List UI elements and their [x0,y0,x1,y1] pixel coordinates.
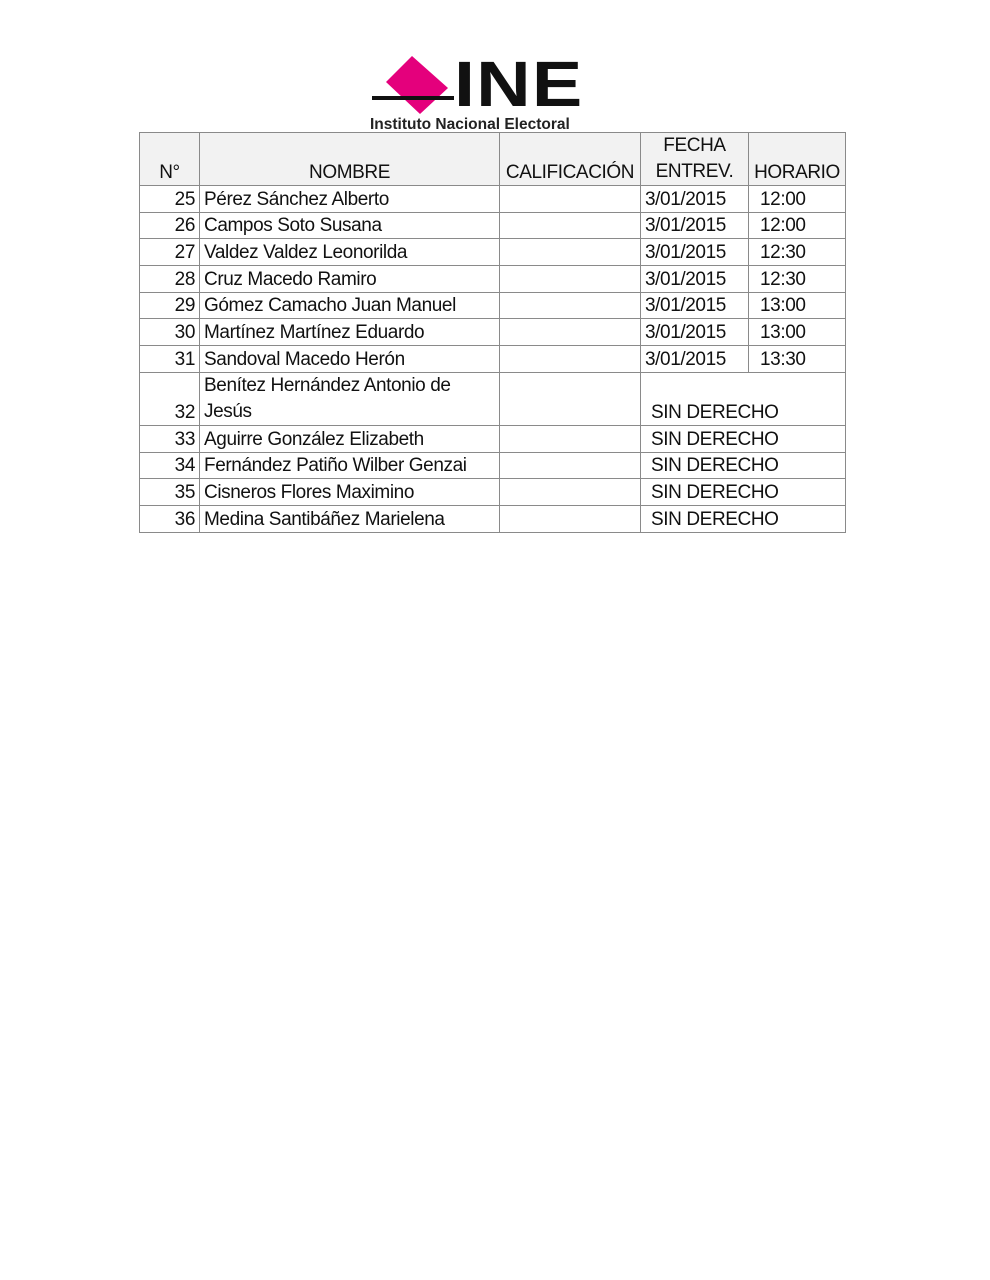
logo-subtitle: Instituto Nacional Electoral [370,116,570,133]
row-horario: 12:30 [749,266,846,293]
row-name: Aguirre González Elizabeth [200,425,500,452]
row-num: 25 [140,186,200,213]
row-fecha: 3/01/2015 [641,186,749,213]
row-name: Pérez Sánchez Alberto [200,186,500,213]
header-fecha: FECHA ENTREV. [641,133,749,186]
header-horario: HORARIO [749,133,846,186]
row-num: 29 [140,292,200,319]
row-name: Martínez Martínez Eduardo [200,319,500,346]
row-name: Benítez Hernández Antonio de Jesús [200,372,500,425]
row-calificacion [500,505,641,532]
row-calificacion [500,452,641,479]
table-row [140,505,846,532]
row-name: Cruz Macedo Ramiro [200,266,500,293]
row-fecha: 3/01/2015 [641,292,749,319]
table-row [140,292,846,319]
row-fecha: 3/01/2015 [641,266,749,293]
table-row [140,186,846,213]
table-row [140,425,846,452]
row-name: Campos Soto Susana [200,212,500,239]
row-status: SIN DERECHO [641,505,846,532]
row-calificacion [500,266,641,293]
table-row [140,452,846,479]
row-status: SIN DERECHO [641,425,846,452]
row-calificacion [500,239,641,266]
row-fecha: 3/01/2015 [641,212,749,239]
row-name: Sandoval Macedo Herón [200,346,500,373]
row-horario: 13:30 [749,346,846,373]
row-num: 33 [140,425,200,452]
row-num: 36 [140,505,200,532]
row-num: 31 [140,346,200,373]
row-calificacion [500,479,641,506]
ballot-box-icon [368,52,460,116]
row-status: SIN DERECHO [641,372,846,425]
table-row [140,372,846,425]
row-name: Gómez Camacho Juan Manuel [200,292,500,319]
logo-wordmark: INE [454,48,584,120]
row-num: 34 [140,452,200,479]
ine-logo [368,48,624,134]
table-row [140,266,846,293]
row-num: 26 [140,212,200,239]
row-horario: 13:00 [749,292,846,319]
table-row [140,479,846,506]
row-calificacion [500,292,641,319]
table-row [140,212,846,239]
row-calificacion [500,319,641,346]
row-status: SIN DERECHO [641,479,846,506]
row-num: 30 [140,319,200,346]
interview-schedule-table [139,132,846,533]
row-num: 27 [140,239,200,266]
row-calificacion [500,212,641,239]
row-calificacion [500,186,641,213]
row-name: Medina Santibáñez Marielena [200,505,500,532]
table-header-row [140,133,846,186]
header-calificacion: CALIFICACIÓN [500,133,641,186]
row-name: Cisneros Flores Maximino [200,479,500,506]
row-horario: 12:00 [749,212,846,239]
row-num: 28 [140,266,200,293]
row-name: Valdez Valdez Leonorilda [200,239,500,266]
header-name: NOMBRE [200,133,500,186]
row-horario: 13:00 [749,319,846,346]
row-calificacion [500,425,641,452]
row-status: SIN DERECHO [641,452,846,479]
row-horario: 12:30 [749,239,846,266]
table-row [140,319,846,346]
row-calificacion [500,372,641,425]
row-num: 35 [140,479,200,506]
row-name: Fernández Patiño Wilber Genzai [200,452,500,479]
row-fecha: 3/01/2015 [641,346,749,373]
row-fecha: 3/01/2015 [641,319,749,346]
row-num: 32 [140,372,200,425]
table-row [140,239,846,266]
row-calificacion [500,346,641,373]
row-horario: 12:00 [749,186,846,213]
row-fecha: 3/01/2015 [641,239,749,266]
header-num: N° [140,133,200,186]
table-row [140,346,846,373]
